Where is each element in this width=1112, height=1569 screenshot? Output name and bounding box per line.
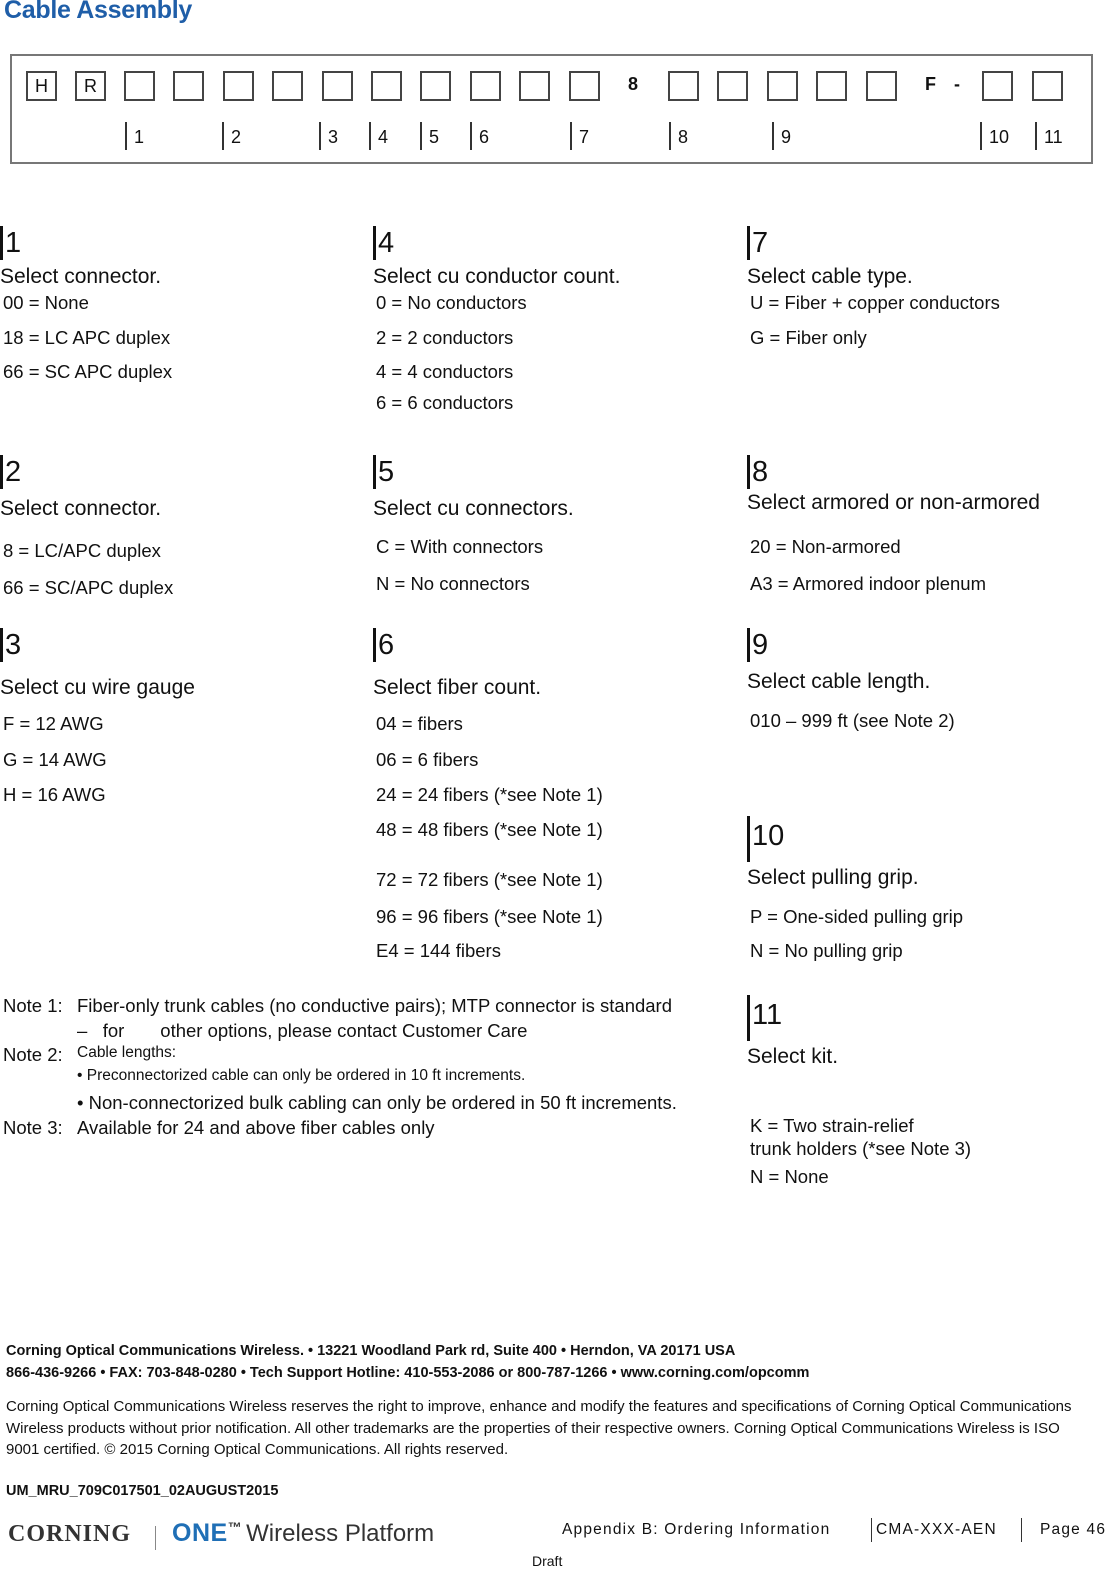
section-number: 5 (373, 455, 574, 489)
option-item: P = One-sided pulling grip (750, 906, 964, 927)
note-2-text: • Non-connectorized bulk cabling can only be ordered in 50 ft increments. (77, 1092, 677, 1113)
part-box (519, 71, 550, 101)
position-label: 9 (772, 122, 791, 150)
section-number: 9 (747, 628, 930, 662)
logo-divider (155, 1526, 156, 1550)
option-section-9 (747, 628, 930, 694)
section-heading: Select connector. (0, 265, 162, 288)
position-label: 10 (980, 122, 1009, 150)
part-fixed-char: - (954, 74, 960, 94)
part-box (982, 71, 1013, 101)
option-item: 8 = LC/APC duplex (3, 540, 161, 561)
part-box (1032, 71, 1063, 101)
part-box (173, 71, 204, 101)
option-section-10 (747, 816, 919, 890)
option-item: 96 = 96 fibers (*see Note 1) (376, 906, 603, 927)
note-1-label: Note 1: (3, 995, 63, 1016)
note-2-text: Cable lengths: (77, 1044, 177, 1061)
option-item: C = With connectors (376, 536, 544, 557)
option-item: 010 – 999 ft (see Note 2) (750, 710, 955, 731)
section-heading: Select kit. (747, 1045, 839, 1068)
option-section-3 (0, 628, 195, 700)
page-title: Cable Assembly (4, 0, 193, 24)
option-item: F = 12 AWG (3, 713, 104, 734)
option-item: H = 16 AWG (3, 784, 106, 805)
note-2-text: • Preconnectorized cable can only be ordered in 10 ft increments. (77, 1067, 526, 1084)
section-heading: Select pulling grip. (747, 866, 919, 889)
footer-company-line: Corning Optical Communications Wireless. • 13221 Woodland Park rd, Suite 400 • Herndon, VA 20171 USA (6, 1343, 736, 1359)
option-item: N = None (750, 1166, 829, 1187)
section-heading: Select armored or non-armored (747, 491, 1040, 514)
position-label: 4 (369, 122, 388, 150)
option-item: trunk holders (*see Note 3) (750, 1138, 972, 1159)
part-box (470, 71, 501, 101)
option-item: K = Two strain-relief (750, 1115, 914, 1136)
part-box (668, 71, 699, 101)
logo-platform: Wireless Platform (246, 1520, 435, 1547)
option-item: 04 = fibers (376, 713, 463, 734)
part-fixed-char: 8 (628, 74, 639, 94)
option-section-6 (373, 628, 541, 700)
option-section-11 (747, 995, 838, 1069)
part-box (420, 71, 451, 101)
note-2-label: Note 2: (3, 1044, 63, 1065)
part-box (816, 71, 847, 101)
position-label: 2 (222, 122, 241, 150)
option-item: 66 = SC APC duplex (3, 361, 173, 382)
section-number: 1 (0, 226, 161, 260)
option-item: 4 = 4 conductors (376, 361, 514, 382)
section-number: 4 (373, 226, 620, 260)
part-box-fixed: H (26, 71, 57, 101)
position-label: 6 (470, 122, 489, 150)
option-item: 18 = LC APC duplex (3, 327, 171, 348)
option-item: A3 = Armored indoor plenum (750, 573, 987, 594)
part-box (371, 71, 402, 101)
option-item: E4 = 144 fibers (376, 940, 501, 961)
part-box (272, 71, 303, 101)
position-label: 5 (420, 122, 439, 150)
one-wireless-logo (172, 1519, 434, 1548)
position-label: 1 (125, 122, 144, 150)
section-heading: Select cu conductor count. (373, 265, 621, 288)
option-item: G = Fiber only (750, 327, 867, 348)
option-item: G = 14 AWG (3, 749, 107, 770)
section-heading: Select fiber count. (373, 676, 542, 699)
part-box (322, 71, 353, 101)
section-number: 10 (747, 816, 919, 862)
footer-doc-id: UM_MRU_709C017501_02AUGUST2015 (6, 1483, 279, 1499)
option-item: N = No connectors (376, 573, 530, 594)
part-box-fixed: R (75, 71, 106, 101)
footer-doc-code: CMA-XXX-AEN (871, 1518, 997, 1542)
section-number: 3 (0, 628, 195, 662)
footer-page-number: Page 46 (1021, 1518, 1106, 1542)
position-label: 7 (570, 122, 589, 150)
option-item: 6 = 6 conductors (376, 392, 514, 413)
footer-draft: Draft (532, 1553, 563, 1569)
footer-appendix: Appendix B: Ordering Information (562, 1521, 831, 1538)
section-heading: Select cu connectors. (373, 497, 574, 520)
section-heading: Select connector. (0, 497, 162, 520)
part-fixed-char: F (925, 74, 936, 94)
option-item: 2 = 2 conductors (376, 327, 514, 348)
option-item: 24 = 24 fibers (*see Note 1) (376, 784, 603, 805)
footer-contact-line: 866-436-9266 • FAX: 703-848-0280 • Tech Support Hotline: 410-553-2086 or 800-787-1266 • www.corning.com/opcomm (6, 1365, 810, 1381)
option-section-2 (0, 455, 161, 521)
option-item: 72 = 72 fibers (*see Note 1) (376, 869, 603, 890)
section-number: 2 (0, 455, 161, 489)
option-item: U = Fiber + copper conductors (750, 292, 1000, 313)
section-heading: Select cable length. (747, 670, 931, 693)
part-box (866, 71, 897, 101)
note-1-text: Fiber-only trunk cables (no conductive pairs); MTP connector is standard (77, 995, 673, 1016)
note-3-label: Note 3: (3, 1117, 63, 1138)
note-1-text: – for other options, please contact Customer Care (77, 1020, 528, 1041)
section-number: 6 (373, 628, 541, 662)
part-box (767, 71, 798, 101)
footer-disclaimer: Corning Optical Communications Wireless reserves the right to improve, enhance and modify the features and specifications of Corning Optical Communications Wireless products without prior notification. All other trademarks are the properties of their respective owners. Corning Optical Communications Wireless is ISO 9001 certified. © 2015 Corning Optical Communications. All rights reserved. (6, 1398, 1072, 1458)
option-item: N = No pulling grip (750, 940, 903, 961)
option-item: 66 = SC/APC duplex (3, 577, 174, 598)
corning-logo: CORNING (8, 1521, 132, 1547)
part-box (124, 71, 155, 101)
option-section-5 (373, 455, 574, 521)
option-item: 48 = 48 fibers (*see Note 1) (376, 819, 603, 840)
option-item: 0 = No conductors (376, 292, 527, 313)
note-3-text: Available for 24 and above fiber cables only (77, 1117, 435, 1138)
logo-one: ONE (172, 1519, 228, 1547)
section-heading: Select cu wire gauge (0, 676, 195, 699)
position-label: 8 (669, 122, 688, 150)
position-label: 3 (319, 122, 338, 150)
position-label: 11 (1035, 122, 1063, 150)
option-section-1 (0, 226, 161, 289)
section-heading: Select cable type. (747, 265, 913, 288)
option-section-7 (747, 226, 913, 289)
option-item: 00 = None (3, 292, 89, 313)
option-item: 06 = 6 fibers (376, 749, 479, 770)
logo-tm: ™ (227, 1519, 242, 1535)
option-section-4 (373, 226, 620, 289)
part-box (223, 71, 254, 101)
option-item: 20 = Non-armored (750, 536, 901, 557)
section-number: 11 (747, 995, 838, 1041)
section-number: 7 (747, 226, 913, 260)
option-section-8 (747, 455, 1040, 515)
part-number-strip (10, 54, 1093, 164)
part-box (717, 71, 748, 101)
part-box (569, 71, 600, 101)
section-number: 8 (747, 455, 1040, 489)
